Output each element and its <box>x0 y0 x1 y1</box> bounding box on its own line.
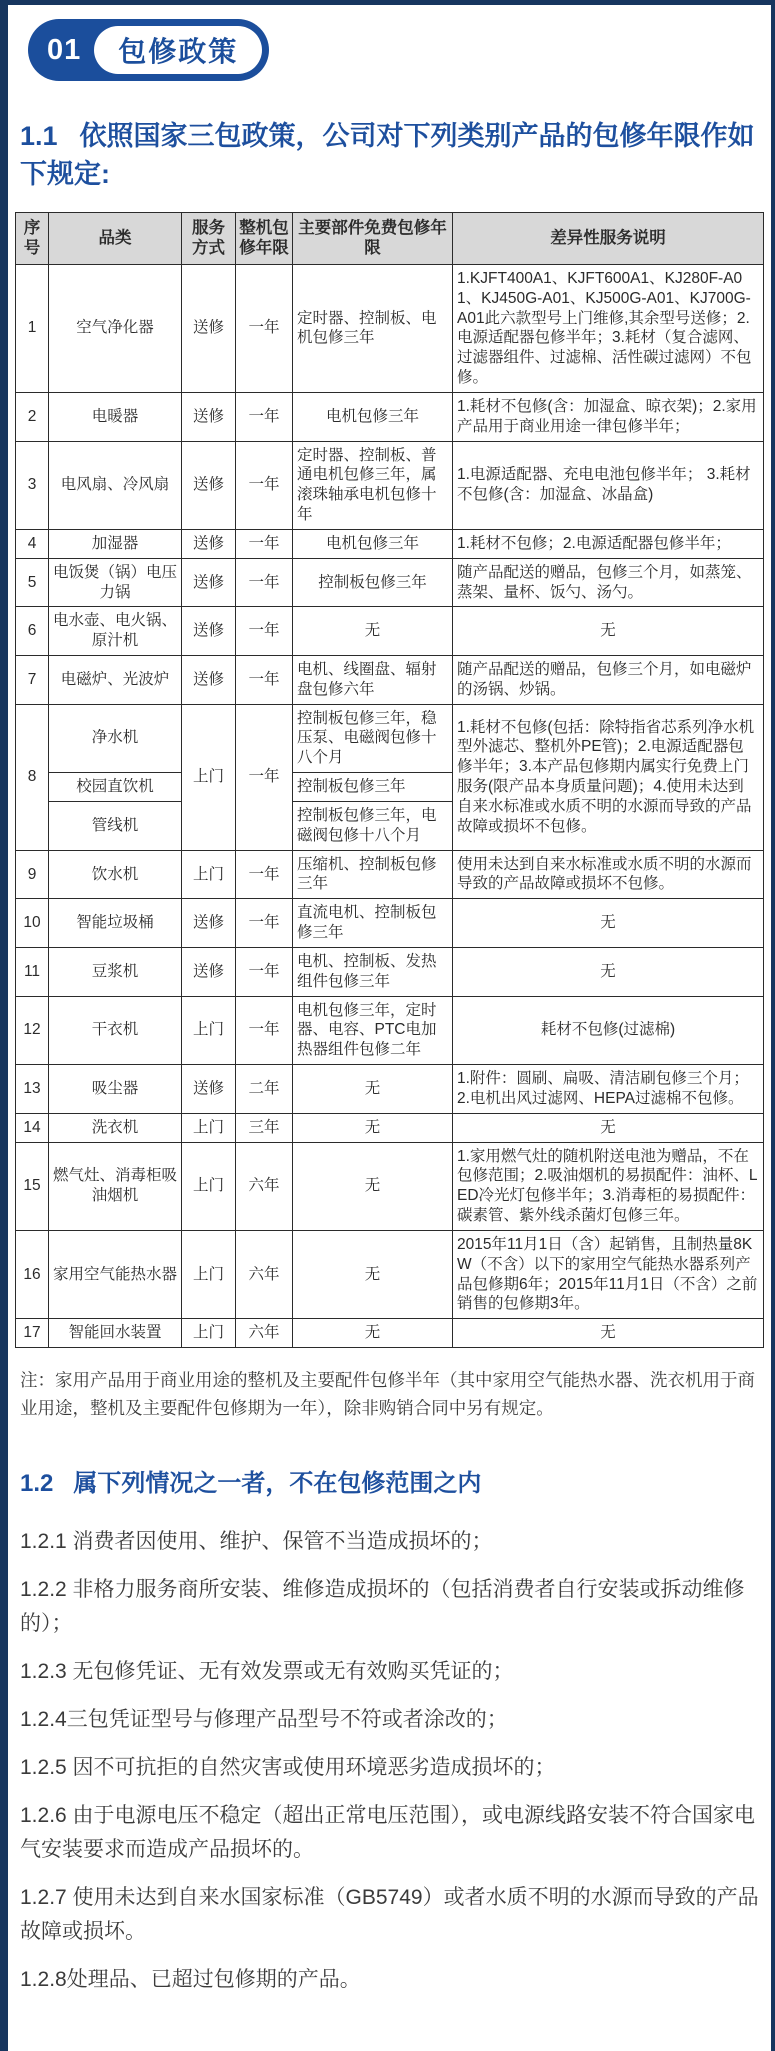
cell-years: 一年 <box>236 392 293 441</box>
cell-years: 二年 <box>236 1065 293 1114</box>
cell-service: 送修 <box>182 264 236 392</box>
cell-category: 智能垃圾桶 <box>49 899 182 948</box>
exclusion-item: 1.2.3 无包修凭证、无有效发票或无有效购买凭证的； <box>20 1660 514 1684</box>
cell-no: 5 <box>16 558 49 607</box>
exclusion-list <box>20 1525 759 1997</box>
cell-notes: 1.耗材不包修(包括：除特指省芯系列净水机型外滤芯、整机外PE管)；2.电源适配器包修半年；3.本产品包修期内属实行免费上门服务(限产品本身质量问题)；4.使用未达到自来水标准或水质不明的水源而导致的产品故障或损坏不包修。 <box>453 704 764 850</box>
heading-1-1-text: 依照国家三包政策，公司对下列类别产品的包修年限作如下规定: <box>20 121 755 190</box>
cell-years: 一年 <box>236 655 293 704</box>
cell-no: 2 <box>16 392 49 441</box>
cell-service: 上门 <box>182 1142 236 1230</box>
cell-no: 14 <box>16 1113 49 1142</box>
section-number-badge <box>28 19 269 81</box>
table-row <box>16 850 764 899</box>
cell-parts: 电机、线圈盘、辐射盘包修六年 <box>293 655 453 704</box>
cell-category: 管线机 <box>49 801 182 850</box>
cell-years: 一年 <box>236 947 293 996</box>
cell-category: 家用空气能热水器 <box>49 1230 182 1318</box>
cell-category: 电饭煲（锅）电压力锅 <box>49 558 182 607</box>
cell-parts: 电机包修三年，定时器、电容、PTC电加热器组件包修二年 <box>293 996 453 1064</box>
cell-service: 上门 <box>182 850 236 899</box>
heading-1-1 <box>20 117 757 194</box>
table-row <box>16 558 764 607</box>
cell-parts: 电机、控制板、发热组件包修三年 <box>293 947 453 996</box>
table-row <box>16 1230 764 1318</box>
cell-no: 11 <box>16 947 49 996</box>
cell-notes: 无 <box>453 1113 764 1142</box>
exclusion-item: 1.2.1 消费者因使用、维护、保管不当造成损坏的； <box>20 1530 493 1554</box>
col-header-parts: 主要部件免费包修年限 <box>293 212 453 264</box>
cell-no: 8 <box>16 704 49 850</box>
cell-no: 9 <box>16 850 49 899</box>
cell-years: 一年 <box>236 529 293 558</box>
cell-parts: 电机包修三年 <box>293 392 453 441</box>
cell-service: 上门 <box>182 1319 236 1348</box>
exclusion-item: 1.2.2 非格力服务商所安装、维修造成损坏的（包括消费者自行安装或拆动维修的）； <box>20 1578 745 1636</box>
exclusion-item: 1.2.5 因不可抗拒的自然灾害或使用环境恶劣造成损坏的； <box>20 1756 556 1780</box>
col-header-notes: 差异性服务说明 <box>453 212 764 264</box>
table-row <box>16 1319 764 1348</box>
cell-service: 上门 <box>182 1230 236 1318</box>
cell-years: 一年 <box>236 558 293 607</box>
cell-parts: 定时器、控制板、普通电机包修三年，属滚珠轴承电机包修十年 <box>293 441 453 529</box>
cell-no: 10 <box>16 899 49 948</box>
cell-notes: 1.附件：圆刷、扁吸、清洁刷包修三个月；2.电机出风过滤网、HEPA过滤棉不包修。 <box>453 1065 764 1114</box>
cell-no: 13 <box>16 1065 49 1114</box>
cell-no: 3 <box>16 441 49 529</box>
heading-1-2-text: 属下列情况之一者，不在包修范围之内 <box>73 1470 482 1497</box>
cell-years: 一年 <box>236 704 293 850</box>
cell-notes: 无 <box>453 899 764 948</box>
table-row <box>16 529 764 558</box>
table-row <box>16 899 764 948</box>
cell-parts: 控制板包修三年 <box>293 773 453 802</box>
cell-parts: 电机包修三年 <box>293 529 453 558</box>
cell-service: 上门 <box>182 996 236 1064</box>
cell-notes: 随产品配送的赠品，包修三个月，如电磁炉的汤锅、炒锅。 <box>453 655 764 704</box>
cell-parts: 无 <box>293 1113 453 1142</box>
cell-years: 六年 <box>236 1319 293 1348</box>
cell-parts: 无 <box>293 1319 453 1348</box>
cell-category: 豆浆机 <box>49 947 182 996</box>
exclusion-item: 1.2.8处理品、已超过包修期的产品。 <box>20 1968 361 1992</box>
cell-category: 电风扇、冷风扇 <box>49 441 182 529</box>
cell-parts: 无 <box>293 1230 453 1318</box>
cell-notes: 无 <box>453 947 764 996</box>
cell-parts: 控制板包修三年 <box>293 558 453 607</box>
cell-years: 一年 <box>236 996 293 1064</box>
cell-no: 4 <box>16 529 49 558</box>
table-footnote: 注：家用产品用于商业用途的整机及主要配件包修半年（其中家用空气能热水器、洗衣机用于商业用途，整机及主要配件包修期为一年），除非购销合同中另有规定。 <box>20 1370 755 1418</box>
table-row <box>16 1142 764 1230</box>
cell-service: 送修 <box>182 607 236 656</box>
table-header-row <box>16 212 764 264</box>
cell-category: 电水壶、电火锅、原汁机 <box>49 607 182 656</box>
cell-category: 洗衣机 <box>49 1113 182 1142</box>
cell-years: 六年 <box>236 1142 293 1230</box>
cell-parts: 控制板包修三年，电磁阀包修十八个月 <box>293 801 453 850</box>
cell-category: 校园直饮机 <box>49 773 182 802</box>
table-row <box>16 607 764 656</box>
cell-years: 一年 <box>236 850 293 899</box>
table-row <box>16 1113 764 1142</box>
cell-parts: 无 <box>293 1065 453 1114</box>
cell-parts: 无 <box>293 607 453 656</box>
cell-notes: 2015年11月1日（含）起销售，且制热量8KW（不含）以下的家用空气能热水器系列产品包修期6年；2015年11月1日（不含）之前销售的包修期3年。 <box>453 1230 764 1318</box>
cell-notes: 使用未达到自来水标准或水质不明的水源而导致的产品故障或损坏不包修。 <box>453 850 764 899</box>
cell-notes: 1.电源适配器、充电电池包修半年； 3.耗材不包修(含：加湿盒、冰晶盒) <box>453 441 764 529</box>
col-header-years: 整机包修年限 <box>236 212 293 264</box>
heading-1-2 <box>20 1468 757 1499</box>
cell-no: 17 <box>16 1319 49 1348</box>
cell-service: 送修 <box>182 441 236 529</box>
warranty-table <box>15 212 764 1348</box>
cell-service: 送修 <box>182 947 236 996</box>
cell-category: 饮水机 <box>49 850 182 899</box>
cell-notes: 1.家用燃气灶的随机附送电池为赠品，不在包修范围；2.吸油烟机的易损配件：油杯、LED冷光灯包修半年；3.消毒柜的易损配件：碳素管、紫外线杀菌灯包修三年。 <box>453 1142 764 1230</box>
table-row <box>16 392 764 441</box>
col-header-category: 品类 <box>49 212 182 264</box>
cell-category: 智能回水装置 <box>49 1319 182 1348</box>
cell-no: 16 <box>16 1230 49 1318</box>
cell-no: 7 <box>16 655 49 704</box>
section-header <box>28 19 771 81</box>
cell-no: 12 <box>16 996 49 1064</box>
cell-category: 电暖器 <box>49 392 182 441</box>
cell-years: 一年 <box>236 607 293 656</box>
cell-no: 1 <box>16 264 49 392</box>
cell-notes: 1.耗材不包修(含：加湿盒、晾衣架)；2.家用产品用于商业用途一律包修半年； <box>453 392 764 441</box>
cell-service: 送修 <box>182 899 236 948</box>
table-row <box>16 996 764 1064</box>
col-header-service: 服务方式 <box>182 212 236 264</box>
cell-notes: 无 <box>453 607 764 656</box>
cell-years: 六年 <box>236 1230 293 1318</box>
cell-service: 送修 <box>182 529 236 558</box>
cell-parts: 压缩机、控制板包修三年 <box>293 850 453 899</box>
cell-service: 送修 <box>182 392 236 441</box>
cell-parts: 无 <box>293 1142 453 1230</box>
cell-service: 送修 <box>182 1065 236 1114</box>
table-row <box>16 947 764 996</box>
cell-service: 上门 <box>182 1113 236 1142</box>
section-number: 01 <box>47 33 82 66</box>
cell-notes: 1.耗材不包修；2.电源适配器包修半年； <box>453 529 764 558</box>
cell-no: 6 <box>16 607 49 656</box>
table-row <box>16 1065 764 1114</box>
table-row <box>16 264 764 392</box>
table-row <box>16 655 764 704</box>
cell-category: 净水机 <box>49 704 182 772</box>
cell-parts: 定时器、控制板、电机包修三年 <box>293 264 453 392</box>
cell-parts: 控制板包修三年，稳压泵、电磁阀包修十八个月 <box>293 704 453 772</box>
cell-years: 三年 <box>236 1113 293 1142</box>
exclusion-item: 1.2.4三包凭证型号与修理产品型号不符或者涂改的； <box>20 1708 508 1732</box>
cell-parts: 直流电机、控制板包修三年 <box>293 899 453 948</box>
cell-service: 送修 <box>182 558 236 607</box>
heading-1-2-number: 1.2 <box>20 1470 54 1497</box>
exclusion-item: 1.2.7 使用未达到自来水国家标准（GB5749）或者水质不明的水源而导致的产品故障或损坏。 <box>20 1886 759 1944</box>
cell-years: 一年 <box>236 264 293 392</box>
cell-years: 一年 <box>236 899 293 948</box>
cell-notes: 1.KJFT400A1、KJFT600A1、KJ280F-A01、KJ450G-A01、KJ500G-A01、KJ700G-A01此六款型号上门维修,其余型号送修；2.电源适配器包修半年；3.耗材（复合滤网、过滤器组件、过滤棉、活性碳过滤网）不包修。 <box>453 264 764 392</box>
cell-category: 干衣机 <box>49 996 182 1064</box>
table-row-group <box>16 704 764 772</box>
col-header-no: 序号 <box>16 212 49 264</box>
cell-category: 电磁炉、光波炉 <box>49 655 182 704</box>
section-label-pill <box>94 26 262 74</box>
exclusion-item: 1.2.6 由于电源电压不稳定（超出正常电压范围），或电源线路安装不符合国家电气安装要求而造成产品损坏的。 <box>20 1804 756 1862</box>
cell-years: 一年 <box>236 441 293 529</box>
table-row <box>16 441 764 529</box>
cell-category: 吸尘器 <box>49 1065 182 1114</box>
cell-category: 燃气灶、消毒柜吸油烟机 <box>49 1142 182 1230</box>
cell-notes: 无 <box>453 1319 764 1348</box>
cell-notes: 随产品配送的赠品，包修三个月，如蒸笼、蒸架、量杯、饭勺、汤勺。 <box>453 558 764 607</box>
cell-no: 15 <box>16 1142 49 1230</box>
heading-1-1-number: 1.1 <box>20 121 58 151</box>
section-label: 包修政策 <box>118 36 239 67</box>
cell-service: 送修 <box>182 655 236 704</box>
cell-notes: 耗材不包修(过滤棉) <box>453 996 764 1064</box>
cell-category: 空气净化器 <box>49 264 182 392</box>
cell-service: 上门 <box>182 704 236 850</box>
cell-category: 加湿器 <box>49 529 182 558</box>
